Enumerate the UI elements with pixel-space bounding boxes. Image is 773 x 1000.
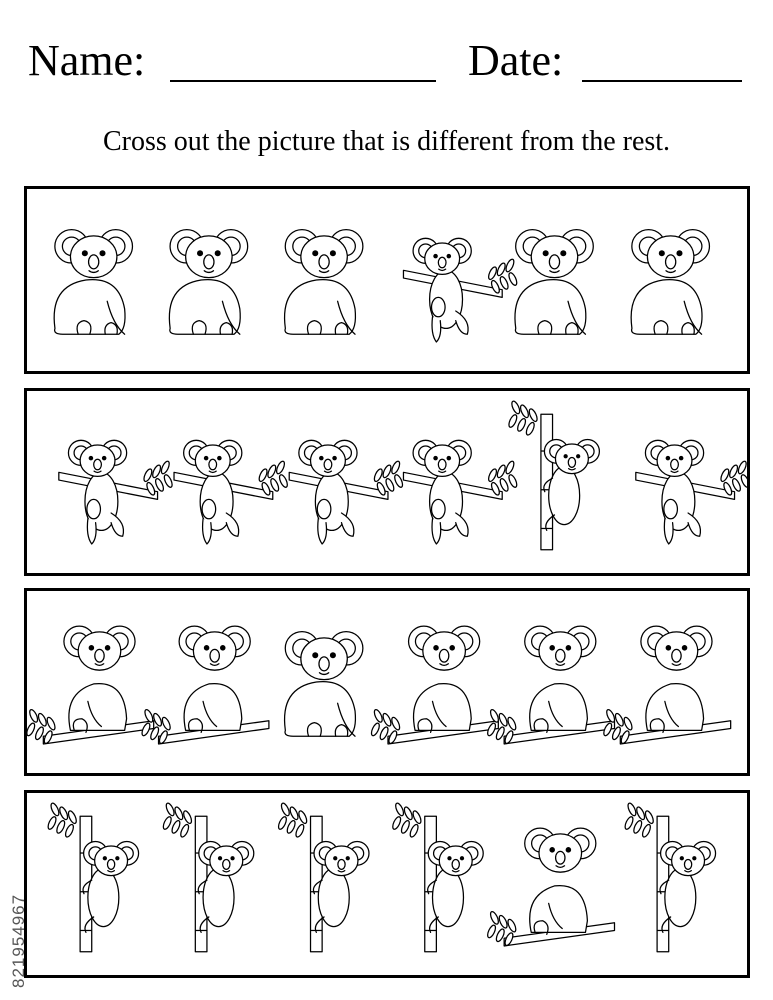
picture-koala-perched[interactable] (602, 626, 730, 744)
picture-koala-on-bamboo[interactable] (507, 400, 599, 550)
picture-koala-on-bamboo[interactable] (277, 802, 369, 952)
puzzle-row-1 (24, 186, 750, 374)
picture-koala-on-branch[interactable] (636, 440, 747, 544)
name-line (170, 80, 436, 82)
row-4-pictures (27, 793, 747, 975)
picture-koala-sitting[interactable] (54, 230, 132, 335)
picture-koala-perched[interactable] (370, 626, 498, 744)
picture-koala-on-branch[interactable] (403, 440, 518, 544)
picture-koala-on-bamboo[interactable] (391, 802, 483, 952)
row-1-pictures (27, 189, 747, 371)
worksheet-header (28, 36, 748, 86)
picture-koala-on-bamboo[interactable] (162, 802, 254, 952)
picture-koala-perched[interactable] (140, 626, 268, 744)
instruction-text: Cross out the picture that is different from the rest. (102, 126, 671, 157)
stock-watermark (2, 770, 32, 990)
row-3-pictures (27, 591, 747, 773)
picture-koala-on-branch[interactable] (59, 440, 174, 544)
picture-koala-perched[interactable] (486, 626, 614, 744)
date-line (582, 80, 742, 82)
picture-koala-on-bamboo[interactable] (624, 802, 716, 952)
picture-koala-on-branch[interactable] (403, 238, 518, 342)
picture-koala-sitting[interactable] (285, 230, 363, 335)
picture-koala-on-branch[interactable] (289, 440, 404, 544)
name-label: Name: (28, 36, 146, 85)
picture-koala-sitting[interactable] (631, 230, 709, 335)
picture-koala-perched[interactable] (486, 828, 614, 946)
puzzle-row-4 (24, 790, 750, 978)
picture-koala-sitting[interactable] (169, 230, 247, 335)
picture-koala-on-branch[interactable] (174, 440, 289, 544)
picture-koala-on-bamboo[interactable] (47, 802, 139, 952)
puzzle-row-3 (24, 588, 750, 776)
picture-koala-sitting[interactable] (515, 230, 593, 335)
picture-koala-perched[interactable] (27, 626, 154, 744)
puzzle-row-2 (24, 388, 750, 576)
svg-text:821954967: 821954967 (9, 893, 28, 988)
picture-koala-sitting[interactable] (285, 632, 363, 737)
row-2-pictures (27, 391, 747, 573)
date-label: Date: (468, 36, 564, 85)
